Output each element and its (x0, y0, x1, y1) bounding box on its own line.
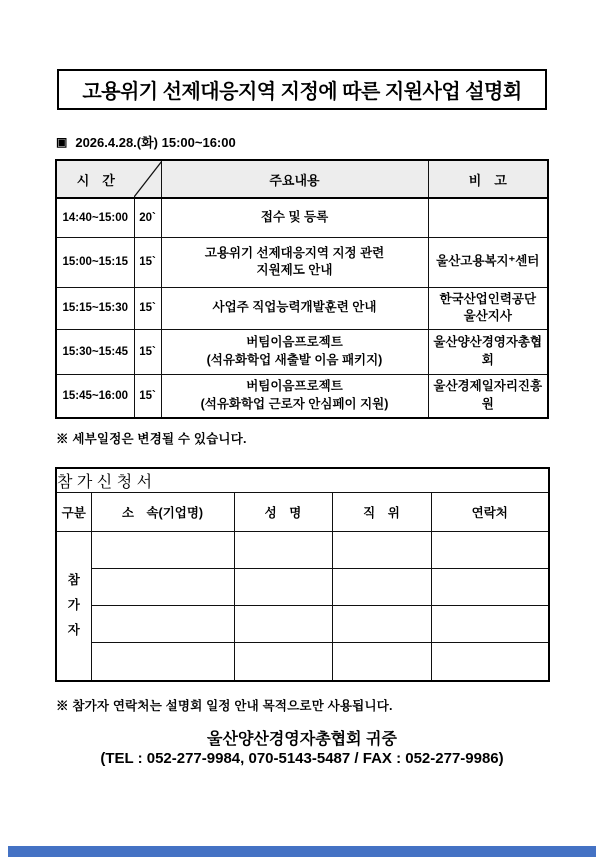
schedule-time: 15:45~16:00 (56, 374, 134, 418)
schedule-table (55, 159, 549, 419)
schedule-content (161, 329, 428, 374)
schedule-time: 14:40~15:00 (56, 198, 134, 237)
form-cell-position (332, 606, 431, 643)
schedule-content-line: 버팀이음프로젝트 (246, 335, 343, 349)
contact-line: (TEL : 052-277-9984, 070-5143-5487 / FAX : 052-277-9986) (100, 750, 504, 767)
schedule-note (428, 237, 548, 287)
event-datetime-text: 2026.4.28.(화) 15:00~16:00 (75, 135, 236, 150)
participant-group-label (56, 532, 91, 681)
schedule-duration: 15` (134, 237, 161, 287)
footer-accent-bar (8, 846, 596, 857)
document-title-box (57, 69, 547, 110)
schedule-content (161, 198, 428, 237)
application-header-position: 직 위 (332, 493, 431, 532)
schedule-row (56, 198, 548, 237)
document-title: 고용위기 선제대응지역 지정에 따른 지원사업 설명회 (82, 81, 522, 103)
schedule-content (161, 287, 428, 329)
schedule-header-row (56, 160, 548, 198)
application-title: 참 가 신 청 서 (56, 468, 549, 493)
schedule-content-line: 버팀이음프로젝트 (246, 379, 343, 394)
form-cell-name (234, 643, 332, 681)
form-cell-affiliation (91, 606, 234, 643)
form-cell-position (332, 643, 431, 681)
schedule-time: 15:00~15:15 (56, 237, 134, 287)
schedule-note (428, 329, 548, 374)
event-datetime (56, 132, 236, 151)
schedule-content-line: 지원제도 안내 (256, 263, 333, 277)
group-label-char: 참 (67, 573, 80, 588)
form-cell-affiliation (91, 643, 234, 681)
schedule-note-line: 울산양산경영자총협회 (433, 335, 543, 367)
form-cell-position (332, 532, 431, 569)
schedule-note-line: 울산지사 (463, 309, 512, 323)
square-bullet-icon: ▣ (56, 134, 68, 149)
schedule-footnote: ※ 세부일정은 변경될 수 있습니다. (56, 432, 247, 446)
schedule-note-line: 울산경제일자리진흥원 (433, 379, 543, 411)
schedule-duration: 20` (134, 198, 161, 237)
diagonal-divider-line (134, 161, 162, 197)
application-header-affiliation: 소 속(기업명) (91, 493, 234, 532)
schedule-duration: 15` (134, 374, 161, 418)
application-header-name: 성 명 (234, 493, 332, 532)
schedule-content-line: 접수 및 등록 (260, 210, 329, 224)
application-title-row (56, 468, 549, 493)
schedule-row (56, 237, 548, 287)
application-row (56, 569, 549, 606)
form-cell-name (234, 606, 332, 643)
form-cell-contact (431, 606, 549, 643)
group-label-char: 가 (67, 598, 80, 613)
schedule-header-content: 주요내용 (161, 160, 428, 198)
form-cell-name (234, 569, 332, 606)
schedule-content-line: 사업주 직업능력개발훈련 안내 (212, 300, 377, 315)
schedule-duration: 15` (134, 287, 161, 329)
schedule-note-line: 울산고용복지⁺센터 (436, 254, 540, 269)
form-cell-affiliation (91, 532, 234, 569)
form-cell-contact (431, 643, 549, 681)
schedule-header-note: 비 고 (428, 160, 548, 198)
schedule-row (56, 329, 548, 374)
application-header-contact: 연락처 (431, 493, 549, 532)
schedule-content (161, 237, 428, 287)
application-row (56, 532, 549, 569)
application-header-category: 구분 (56, 493, 91, 532)
application-row (56, 606, 549, 643)
schedule-time: 15:30~15:45 (56, 329, 134, 374)
schedule-row (56, 374, 548, 418)
schedule-note-line: 한국산업인력공단 (439, 291, 537, 306)
recipient-line: 울산양산경영자총협회 귀중 (207, 731, 397, 748)
schedule-content (161, 374, 428, 418)
application-footnote: ※ 참가자 연락처는 설명회 일정 안내 목적으로만 사용됩니다. (56, 699, 393, 713)
group-label-char: 자 (67, 623, 80, 638)
schedule-header-time (56, 160, 161, 198)
schedule-content-line: 고용위기 선제대응지역 지정 관련 (204, 245, 385, 260)
schedule-content-line: (석유화학업 새출발 이음 패키지) (206, 352, 383, 367)
form-cell-name (234, 532, 332, 569)
form-cell-contact (431, 532, 549, 569)
schedule-note (428, 198, 548, 237)
form-cell-position (332, 569, 431, 606)
application-row (56, 643, 549, 681)
schedule-header-time-label: 시 간 (76, 172, 115, 188)
form-cell-affiliation (91, 569, 234, 606)
schedule-note (428, 287, 548, 329)
schedule-content-line: (석유화학업 근로자 안심페이 지원) (200, 396, 389, 411)
schedule-note (428, 374, 548, 418)
schedule-row (56, 287, 548, 329)
form-cell-contact (431, 569, 549, 606)
application-form-table (55, 467, 550, 682)
schedule-time: 15:15~15:30 (56, 287, 134, 329)
application-header-row (56, 493, 549, 532)
schedule-duration: 15` (134, 329, 161, 374)
